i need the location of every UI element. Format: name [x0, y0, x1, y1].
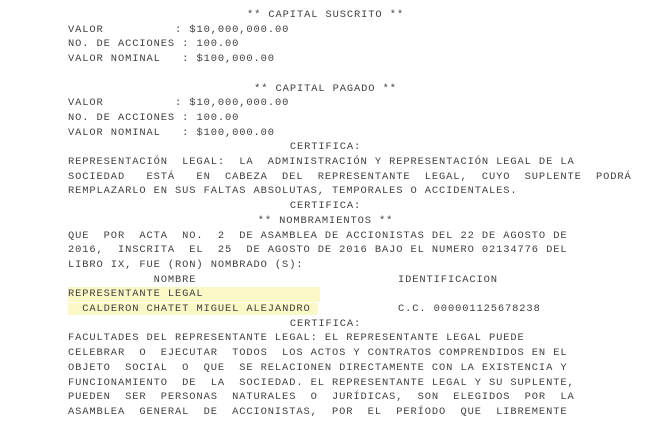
column-header-identificacion: IDENTIFICACION [398, 273, 498, 286]
paragraph-3-line-2: CELEBRAR O EJECUTAR TODOS LOS ACTOS Y CONTRATOS COMPRENDIDOS EN EL [68, 347, 568, 360]
capital-suscrito-valor [68, 23, 595, 38]
field-sep: : [175, 23, 183, 36]
paragraph-2-line-1: QUE POR ACTA NO. 2 DE ASAMBLEA DE ACCIONISTAS DEL 22 DE AGOSTO DE [68, 229, 568, 242]
capital-pagado-heading: ** CAPITAL PAGADO ** [254, 82, 397, 95]
field-label: VALOR [68, 97, 104, 110]
nombramientos-heading: ** NOMBRAMIENTOS ** [257, 214, 394, 227]
field-label: VALOR NOMINAL [68, 53, 161, 66]
field-value: 100.00 [196, 38, 240, 51]
capital-pagado-acciones [68, 111, 595, 126]
field-pad [104, 24, 175, 36]
paragraph-1-line-1: REPRESENTACIÓN LEGAL: LA ADMINISTRACIÓN Y REPRESENTACIÓN LEGAL DE LA [68, 156, 575, 169]
capital-suscrito-heading: ** CAPITAL SUSCRITO ** [247, 9, 404, 21]
field-value: $100,000.00 [196, 126, 275, 139]
certifica-heading-1: CERTIFICA: [289, 141, 362, 154]
cargo-highlighted: REPRESENTANTE LEGAL [68, 287, 320, 302]
field-pad [161, 53, 182, 65]
certifica-heading-3: CERTIFICA: [289, 317, 362, 330]
field-value: 100.00 [196, 111, 240, 124]
row-identificacion-cell: C.C. 000001125678238 [398, 303, 541, 316]
field-pad [104, 97, 175, 109]
field-value: $10,000,000.00 [189, 23, 290, 36]
paragraph-2-line-3: LIBRO IX, FUE (RON) NOMBRADO (S): [68, 258, 304, 271]
capital-pagado-valor [68, 96, 595, 111]
capital-suscrito-acciones [68, 37, 595, 52]
table-row-cargo [68, 287, 595, 302]
paragraph-2-line-2: 2016, INSCRITA EL 25 DE AGOSTO DE 2016 BAJO EL NUMERO 02134776 DEL [68, 244, 568, 257]
capital-suscrito-nominal [68, 52, 595, 67]
paragraph-1-line-2: SOCIEDAD ESTÁ EN CABEZA DEL REPRESENTANTE LEGAL, CUYO SUPLENTE PODRÁ [68, 170, 632, 183]
field-label: VALOR NOMINAL [68, 126, 161, 139]
field-sep: : [182, 111, 190, 124]
blank-line [68, 67, 595, 82]
paragraph-3-line-4: FUNCIONAMIENTO DE LA SOCIEDAD. EL REPRESENTANTE LEGAL Y SU SUPLENTE, [68, 376, 575, 389]
paragraph-1-line-3: REMPLAZARLO EN SUS FALTAS ABSOLUTAS, TEMPORALES O ACCIDENTALES. [68, 185, 518, 198]
field-value: $10,000,000.00 [189, 97, 290, 110]
row-nombre-cell [68, 302, 398, 317]
field-label: NO. DE ACCIONES [68, 38, 176, 51]
column-header-nombre: NOMBRE [153, 273, 197, 286]
certifica-heading-2: CERTIFICA: [289, 200, 362, 213]
nombre-highlighted: CALDERON CHATET MIGUEL ALEJANDRO [68, 303, 318, 315]
paragraph-3-line-3: OBJETO SOCIAL O QUE SE RELACIONEN DIRECTAMENTE CON LA EXISTENCIA Y [68, 361, 568, 374]
field-label: NO. DE ACCIONES [68, 111, 176, 124]
field-sep: : [182, 38, 190, 51]
field-label: VALOR [68, 23, 104, 36]
field-sep: : [182, 53, 190, 66]
paragraph-3-line-1: FACULTADES DEL REPRESENTANTE LEGAL: EL REPRESENTANTE LEGAL PUEDE [68, 332, 525, 345]
field-sep: : [182, 126, 190, 139]
field-sep: : [175, 97, 183, 110]
field-value: $100,000.00 [196, 53, 275, 66]
table-header-row [68, 273, 595, 288]
paragraph-3-line-5: PUEDEN SER PERSONAS NATURALES O JURÍDICAS, SON ELEGIDOS POR LA [68, 391, 575, 404]
field-pad [161, 127, 182, 139]
paragraph-3-line-6: ASAMBLEA GENERAL DE ACCIONISTAS, POR EL PERÍODO QUE LIBREMENTE [68, 405, 568, 418]
capital-pagado-nominal [68, 126, 595, 141]
table-row [68, 302, 595, 317]
